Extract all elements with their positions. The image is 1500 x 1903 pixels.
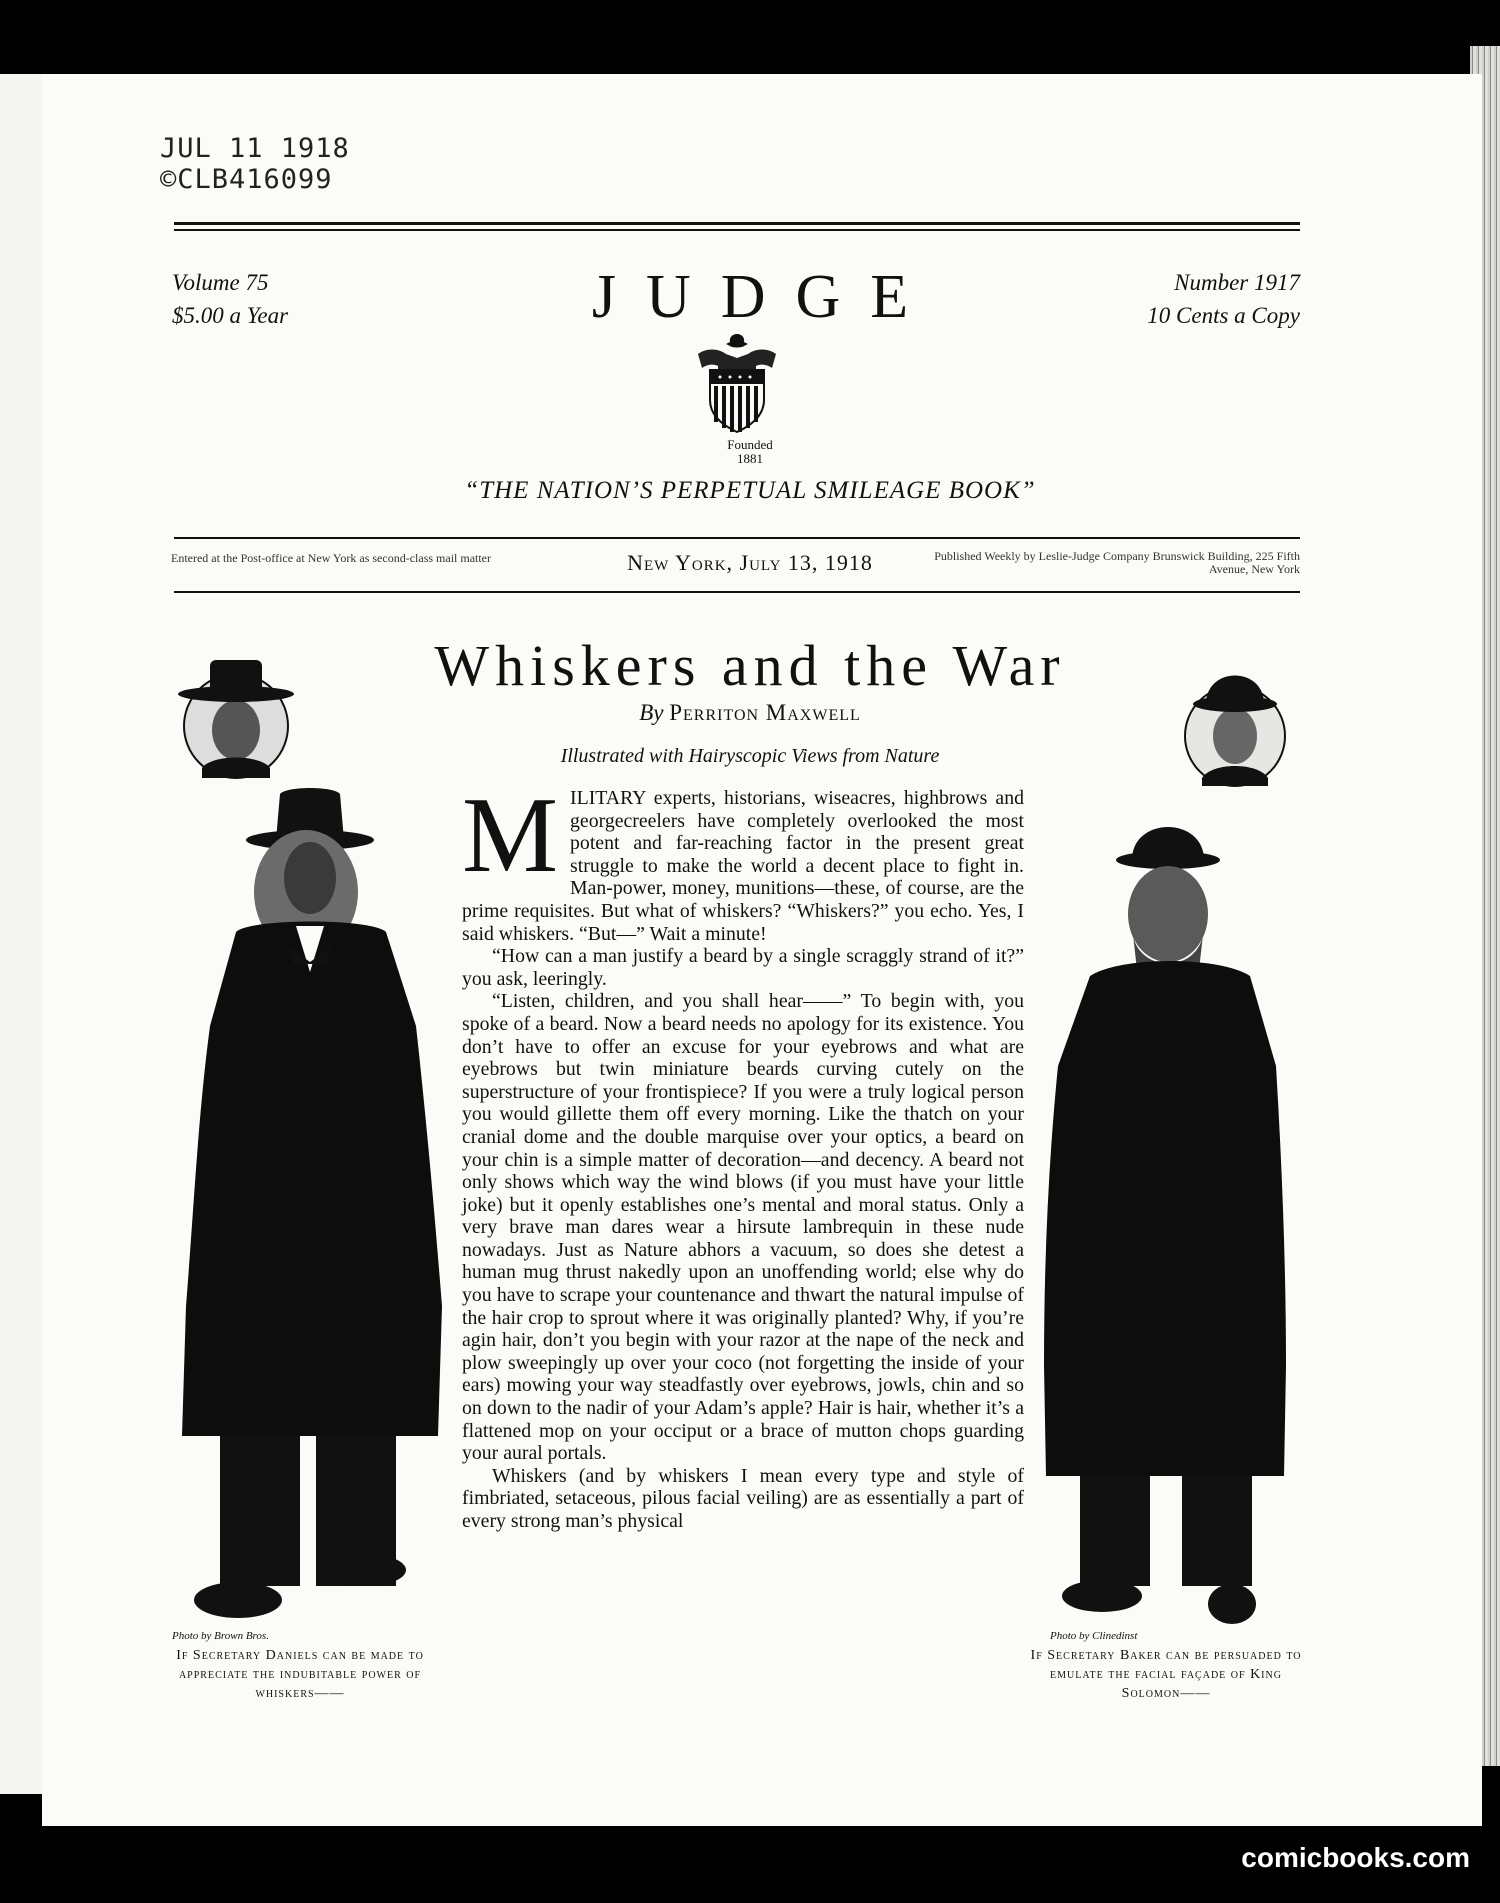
article-paragraph	[462, 776, 1024, 945]
eagle-shield-icon	[696, 330, 778, 436]
article-body	[462, 776, 1024, 1533]
site-watermark: comicbooks.com	[1241, 1842, 1470, 1873]
issue-number: Number 1917	[1174, 270, 1300, 295]
masthead-right	[1147, 266, 1300, 332]
article-paragraph: “How can a man justify a beard by a single scraggly strand of it?” you ask, leeringly.	[462, 945, 1024, 990]
masthead-rule-top-2	[174, 229, 1300, 231]
paragraph-text: ILITARY experts, historians, wiseacres, highbrows and georgecreelers have completely overlooked the most potent and far-reaching factor in the present great struggle to make the world a decent place to fight in. Man-power, money, munitions—these, of course, are the prime requisites. But what of whiskers? “Whiskers?” you echo. Yes, I said whiskers. “But—” Wait a minute!	[462, 787, 1024, 945]
copyright-stamp	[160, 133, 350, 195]
tagline: “THE NATION’S PERPETUAL SMILEAGE BOOK”	[464, 477, 1036, 504]
article-paragraph: “Listen, children, and you shall hear——” To begin with, you spoke of a beard. Now a beard needs no apology for its existence. You don’t have to offer an excuse for your eyebrows and what are eyebrows but twin miniature beards curving cutely on the superstructure of your frontispiece? If you were a truly logical person you would gillette them off every morning. Like the thatch on your cranial dome and the double marquise over your optics, a beard on your chin is a simple matter of decoration—and decency. A beard not only shows which way the wind blows (if you must have your little joke) but it openly establishes one’s mental and moral status. Only a very brave man dares wear a hirsute lambrequin in these nude nowadays. Just as Nature abhors a vacuum, so does she detest a human mug thrust nakedly upon an unoffending world; else why do you have to scrape your countenance and thwart the natural impulse of the hair crop to sprout where it was originally planted? Why, if you’re agin hair, don’t you begin with your razor at the nape of the neck and plow sweepingly up over your coco (not forgetting the inside of your ears) mowing your way steadfastly over eyebrows, jowls, chin and so on down to the nadir of your Adam’s apple? Hair is hair, whether it’s a flattened mop on your occiput or a brace of mutton chops guarding your aural portals.	[462, 990, 1024, 1465]
copy-price: 10 Cents a Copy	[1147, 303, 1300, 328]
stamp-number: ©CLB416099	[160, 164, 333, 195]
dateline-rule-top	[174, 537, 1300, 539]
founded-note	[0, 438, 1500, 466]
article-headline: Whiskers and the War	[434, 633, 1066, 698]
drop-cap: M	[462, 776, 559, 895]
left-photo-caption: If Secretary Daniels can be made to appreciate the indubitable power of whiskers——	[176, 1648, 424, 1701]
postal-entry-note: Entered at the Post-office at New York as second-class mail matter	[170, 551, 492, 565]
illustration-subhead: Illustrated with Hairyscopic Views from Nature	[560, 745, 940, 767]
right-photo-caption: If Secretary Baker can be persuaded to emulate the facial façade of King Solomon——	[1030, 1648, 1302, 1701]
founded-label: Founded	[727, 437, 773, 452]
masthead-rule-top	[174, 222, 1300, 225]
volume-label: Volume 75	[172, 270, 269, 295]
left-figure-photo	[176, 786, 446, 1626]
byline-prefix: By	[639, 700, 664, 725]
article-paragraph: Whiskers (and by whiskers I mean every type and style of fimbriated, setaceous, pilous facial veiling) are as essentially a part of every strong man’s physical	[462, 1464, 1024, 1532]
yearly-price: $5.00 a Year	[172, 303, 289, 328]
dateline: New York, July 13, 1918	[627, 550, 873, 575]
right-photo-credit: Photo by Clinedinst	[1050, 1630, 1138, 1642]
byline	[0, 700, 1500, 726]
left-photo-credit: Photo by Brown Bros.	[172, 1630, 269, 1642]
dateline-rule-bottom	[174, 591, 1300, 593]
author-name: Perriton Maxwell	[669, 700, 861, 725]
right-figure-photo	[1040, 806, 1290, 1626]
publisher-note: Published Weekly by Leslie-Judge Company Brunswick Building, 225 Fifth Avenue, New York	[934, 549, 1300, 576]
stamp-date: JUL 11 1918	[160, 133, 350, 164]
founded-year: 1881	[737, 451, 763, 466]
magazine-title: JUDGE	[591, 263, 939, 331]
